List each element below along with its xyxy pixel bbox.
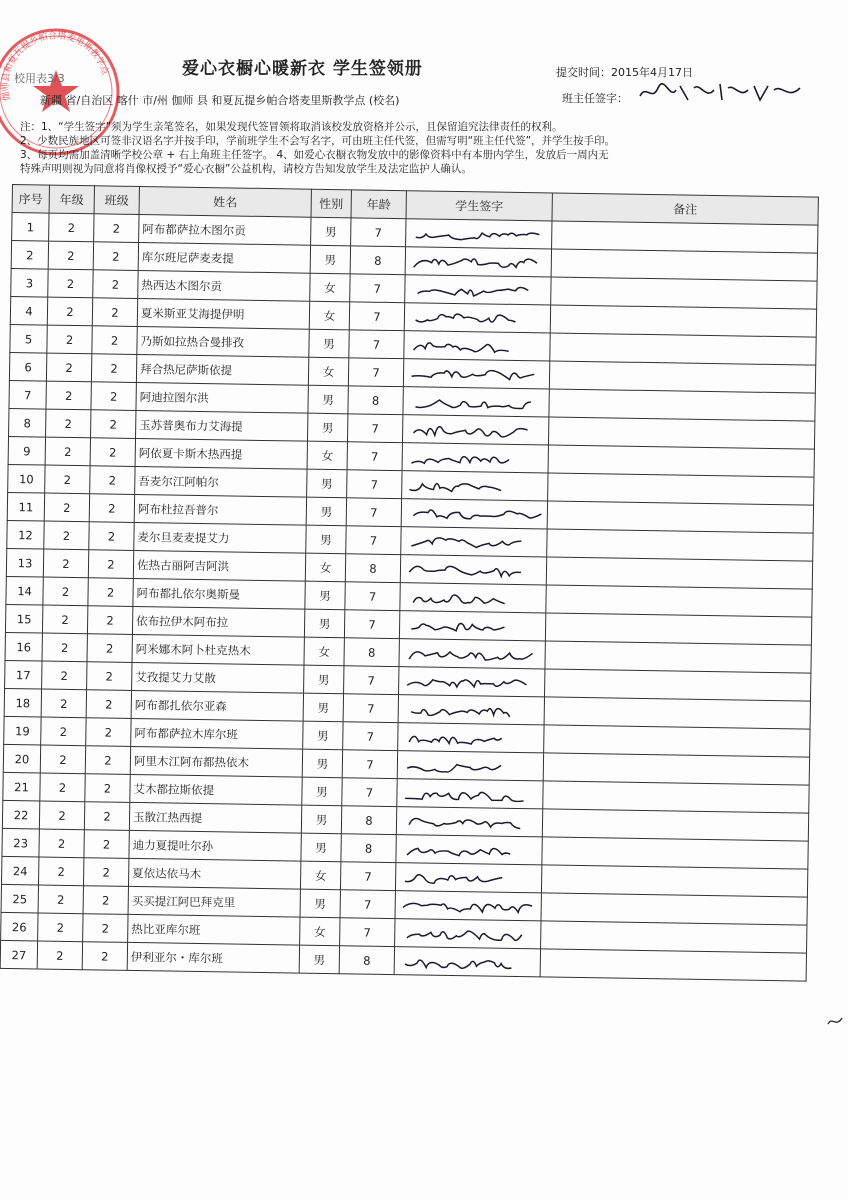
row-name: 热比亚库尔班 [128, 914, 300, 945]
row-sex: 男 [303, 721, 343, 750]
submit-time-label: 提交时间： [556, 66, 611, 79]
row-age: 8 [348, 386, 403, 415]
row-remarks [551, 277, 817, 309]
handwritten-signature [402, 697, 540, 723]
row-age: 7 [342, 750, 397, 779]
row-age: 7 [347, 442, 402, 471]
row-no: 22 [2, 800, 39, 829]
row-student-signature [401, 499, 547, 529]
row-grade: 2 [42, 661, 87, 690]
handwritten-signature [399, 837, 537, 863]
row-age: 7 [343, 722, 398, 751]
handwritten-signature [406, 417, 544, 443]
row-student-signature [395, 863, 541, 893]
student-roster-table [0, 184, 819, 982]
row-age: 7 [342, 778, 397, 807]
row-name: 艾孜提艾力艾散 [132, 662, 304, 693]
row-grade: 2 [41, 689, 86, 718]
row-name: 阿布都萨拉木库尔班 [131, 718, 303, 749]
row-sex: 男 [307, 469, 347, 498]
row-sex: 女 [300, 917, 340, 946]
handwritten-signature [400, 809, 538, 835]
row-remarks [541, 865, 807, 897]
row-grade: 2 [39, 829, 84, 858]
row-class: 2 [84, 802, 129, 831]
row-grade: 2 [47, 325, 92, 354]
row-class: 2 [91, 382, 136, 411]
row-remarks [548, 445, 814, 477]
row-name: 阿依夏卡斯木热西提 [135, 438, 307, 469]
handwritten-signature [405, 501, 543, 527]
row-age: 7 [349, 302, 404, 331]
row-no: 11 [7, 492, 44, 521]
row-no: 19 [4, 716, 41, 745]
row-student-signature [402, 443, 548, 473]
row-remarks [540, 949, 806, 981]
row-name: 阿布都扎依尔奥斯曼 [133, 578, 305, 609]
row-no: 20 [3, 744, 40, 773]
row-class: 2 [91, 354, 136, 383]
row-sex: 男 [307, 413, 347, 442]
row-remarks [542, 837, 808, 869]
row-student-signature [396, 807, 542, 837]
row-no: 23 [2, 828, 39, 857]
row-name: 阿里木江阿布都热依木 [130, 746, 302, 777]
submit-date: 2015年4月17日 [611, 66, 693, 79]
row-sex: 男 [309, 329, 349, 358]
row-name: 佐热古丽阿吉阿洪 [133, 550, 305, 581]
row-no: 8 [9, 408, 46, 437]
row-age: 7 [346, 498, 401, 527]
row-student-signature [395, 919, 541, 949]
row-student-signature [400, 555, 546, 585]
row-grade: 2 [47, 297, 92, 326]
row-class: 2 [89, 494, 134, 523]
row-class: 2 [82, 942, 127, 971]
row-age: 7 [347, 414, 402, 443]
row-remarks [546, 585, 812, 617]
row-grade: 2 [45, 437, 90, 466]
row-class: 2 [93, 242, 138, 271]
row-age: 7 [340, 890, 395, 919]
row-no: 7 [9, 380, 46, 409]
row-no: 15 [5, 604, 42, 633]
row-name: 阿布杜拉吾普尔 [134, 494, 306, 525]
row-sex: 女 [304, 637, 344, 666]
teacher-handwritten-signature [636, 78, 806, 106]
header-signature: 学生签字 [406, 191, 552, 221]
row-class: 2 [87, 606, 132, 635]
margin-mark [826, 1012, 844, 1030]
row-student-signature [399, 667, 545, 697]
row-student-signature [404, 303, 550, 333]
row-remarks [542, 809, 808, 841]
row-no: 27 [0, 940, 37, 969]
row-remarks [551, 249, 817, 281]
row-no: 4 [10, 296, 47, 325]
row-student-signature [398, 695, 544, 725]
handwritten-signature [403, 585, 541, 611]
row-no: 14 [6, 576, 43, 605]
handwritten-signature [400, 781, 538, 807]
row-no: 17 [5, 660, 42, 689]
handwritten-signature [405, 473, 543, 499]
row-sex: 女 [309, 301, 349, 330]
row-student-signature [399, 639, 545, 669]
row-class: 2 [91, 410, 136, 439]
row-grade: 2 [45, 465, 90, 494]
row-name: 乃斯如拉热合曼排孜 [137, 326, 309, 357]
row-student-signature [400, 583, 546, 613]
stamp-text: 伽师县和夏瓦提乡帕合塔麦里斯教学点 [0, 31, 110, 102]
row-grade: 2 [40, 773, 85, 802]
row-sex: 男 [304, 665, 344, 694]
handwritten-signature [402, 641, 540, 667]
row-age: 8 [341, 834, 396, 863]
row-name: 依布拉伊木阿布拉 [132, 606, 304, 637]
row-name: 玉苏普奥布力艾海提 [136, 410, 308, 441]
row-class: 2 [93, 270, 138, 299]
row-grade: 2 [44, 493, 89, 522]
teacher-signature-label: 班主任签字： [562, 92, 628, 105]
row-sex: 女 [308, 357, 348, 386]
row-sex: 男 [301, 833, 341, 862]
row-class: 2 [83, 914, 128, 943]
row-class: 2 [89, 522, 134, 551]
row-student-signature [403, 387, 549, 417]
row-remarks [549, 361, 815, 393]
row-student-signature [395, 891, 541, 921]
row-age: 8 [345, 554, 400, 583]
row-sex: 男 [311, 217, 351, 246]
handwritten-signature [404, 529, 542, 555]
row-remarks [549, 389, 815, 421]
row-remarks [548, 473, 814, 505]
handwritten-signature [408, 277, 546, 303]
row-no: 21 [3, 772, 40, 801]
handwritten-signature [404, 557, 542, 583]
row-student-signature [397, 779, 543, 809]
row-sex: 女 [310, 273, 350, 302]
row-student-signature [405, 247, 551, 277]
handwritten-signature [409, 249, 547, 275]
handwritten-signature [399, 893, 537, 919]
row-age: 7 [344, 610, 399, 639]
row-class: 2 [87, 662, 132, 691]
row-sex: 男 [302, 777, 342, 806]
row-name: 买买提江阿巴拜克里 [128, 886, 300, 917]
row-no: 1 [12, 213, 49, 242]
handwritten-signature [398, 949, 536, 975]
row-remarks [543, 781, 809, 813]
handwritten-signature [406, 389, 544, 415]
row-sex: 男 [303, 693, 343, 722]
row-grade: 2 [39, 801, 84, 830]
row-class: 2 [88, 578, 133, 607]
row-class: 2 [92, 298, 137, 327]
row-class: 2 [88, 550, 133, 579]
handwritten-signature [408, 305, 546, 331]
row-name: 库尔班尼萨麦麦提 [138, 242, 310, 273]
row-sex: 男 [306, 525, 346, 554]
row-class: 2 [86, 690, 131, 719]
row-grade: 2 [38, 885, 83, 914]
handwritten-signature [406, 445, 544, 471]
row-no: 6 [9, 352, 46, 381]
row-no: 25 [1, 884, 38, 913]
row-student-signature [404, 331, 550, 361]
row-name: 阿布都扎依尔亚森 [131, 690, 303, 721]
row-sex: 男 [300, 889, 340, 918]
row-sex: 男 [310, 245, 350, 274]
row-grade: 2 [46, 409, 91, 438]
row-grade: 2 [40, 745, 85, 774]
row-remarks [541, 921, 807, 953]
note-line: 特殊声明则视为同意将肖像权授予“爱心衣橱”公益机构，请校方告知发放学生及法定监护人确认。 [20, 163, 472, 175]
note-line: 注：1、“学生签字”须为学生亲笔签名，如果发现代签冒领将取消该校发放资格并公示，且保留追究法律责任的权利。 [20, 121, 563, 133]
row-grade: 2 [37, 941, 82, 970]
row-age: 7 [351, 218, 406, 247]
school-address: 新疆 省/自治区 喀什 市/州 伽师 县 和夏瓦提乡帕合塔麦里斯教学点 (校名) [40, 94, 400, 107]
row-class: 2 [83, 858, 128, 887]
row-name: 拜合热尼萨斯依提 [136, 354, 308, 385]
row-no: 16 [5, 632, 42, 661]
row-remarks [552, 221, 818, 253]
note-line: 2、少数民族地区可签非汉语名字并按手印，学前班学生不会写名字，可由班主任代签，但需写明“班主任代签”，并学生按手印。 [20, 135, 616, 147]
row-class: 2 [90, 438, 135, 467]
row-class: 2 [86, 718, 131, 747]
header-sex: 性别 [311, 189, 351, 218]
row-remarks [544, 697, 810, 729]
row-remarks [548, 417, 814, 449]
row-student-signature [406, 219, 552, 249]
row-student-signature [397, 751, 543, 781]
row-grade: 2 [46, 353, 91, 382]
row-student-signature [402, 415, 548, 445]
row-grade: 2 [41, 717, 86, 746]
row-name: 热西达木图尔贡 [138, 270, 310, 301]
row-age: 8 [339, 946, 394, 975]
row-student-signature [398, 723, 544, 753]
row-no: 24 [1, 856, 38, 885]
row-sex: 男 [306, 497, 346, 526]
row-age: 7 [340, 862, 395, 891]
header-grade: 年级 [49, 185, 94, 214]
handwritten-signature [399, 865, 537, 891]
row-age: 7 [345, 582, 400, 611]
row-remarks [543, 753, 809, 785]
row-no: 10 [8, 464, 45, 493]
row-class: 2 [85, 746, 130, 775]
row-name: 吾麦尔江阿帕尔 [135, 466, 307, 497]
row-sex: 男 [308, 385, 348, 414]
row-age: 8 [341, 806, 396, 835]
header-remarks: 备注 [552, 193, 818, 225]
table-body [0, 213, 818, 982]
handwritten-signature [401, 725, 539, 751]
row-grade: 2 [43, 577, 88, 606]
row-age: 7 [348, 358, 403, 387]
row-student-signature [403, 359, 549, 389]
row-sex: 男 [299, 945, 339, 974]
row-sex: 女 [305, 553, 345, 582]
row-remarks [546, 557, 812, 589]
row-no: 5 [10, 324, 47, 353]
row-student-signature [396, 835, 542, 865]
row-student-signature [405, 275, 551, 305]
row-grade: 2 [44, 521, 89, 550]
row-remarks [550, 305, 816, 337]
row-student-signature [401, 527, 547, 557]
row-remarks [547, 529, 813, 561]
row-no: 2 [11, 241, 48, 270]
row-age: 8 [344, 638, 399, 667]
handwritten-signature [401, 753, 539, 779]
handwritten-signature [403, 613, 541, 639]
row-age: 7 [346, 526, 401, 555]
row-name: 玉散江热西提 [129, 802, 301, 833]
row-name: 阿米娜木阿卜杜克热木 [132, 634, 304, 665]
row-grade: 2 [38, 857, 83, 886]
row-sex: 男 [304, 609, 344, 638]
row-class: 2 [87, 634, 132, 663]
header-no: 序号 [12, 185, 49, 214]
row-name: 阿布都萨拉木图尔贡 [139, 214, 311, 245]
row-remarks [545, 641, 811, 673]
row-age: 7 [344, 666, 399, 695]
row-remarks [541, 893, 807, 925]
row-class: 2 [94, 214, 139, 243]
row-class: 2 [85, 774, 130, 803]
row-grade: 2 [43, 549, 88, 578]
row-age: 7 [347, 470, 402, 499]
page-title: 爱心衣橱心暖新衣 学生签领册 [182, 59, 423, 79]
row-grade: 2 [48, 269, 93, 298]
row-no: 12 [7, 520, 44, 549]
row-grade: 2 [38, 913, 83, 942]
row-grade: 2 [42, 605, 87, 634]
handwritten-signature [407, 333, 545, 359]
row-sex: 男 [301, 805, 341, 834]
row-class: 2 [92, 326, 137, 355]
row-no: 18 [4, 688, 41, 717]
row-age: 7 [340, 918, 395, 947]
row-name: 艾木都拉斯依提 [130, 774, 302, 805]
row-name: 阿迪拉图尔洪 [136, 382, 308, 413]
row-name: 夏依达依马木 [128, 858, 300, 889]
row-grade: 2 [42, 633, 87, 662]
row-age: 8 [350, 246, 405, 275]
row-remarks [544, 725, 810, 757]
header-age: 年龄 [351, 190, 406, 219]
row-sex: 女 [307, 441, 347, 470]
row-class: 2 [83, 886, 128, 915]
row-grade: 2 [49, 213, 94, 242]
row-remarks [547, 501, 813, 533]
row-no: 26 [1, 912, 38, 941]
row-grade: 2 [46, 381, 91, 410]
row-remarks [545, 669, 811, 701]
row-sex: 男 [302, 749, 342, 778]
row-no: 13 [6, 548, 43, 577]
row-sex: 女 [300, 861, 340, 890]
header-name: 姓名 [139, 187, 311, 218]
handwritten-signature [409, 221, 547, 247]
row-age: 7 [350, 274, 405, 303]
row-student-signature [399, 611, 545, 641]
row-age: 7 [349, 330, 404, 359]
row-sex: 男 [305, 581, 345, 610]
row-age: 7 [343, 694, 398, 723]
row-class: 2 [84, 830, 129, 859]
handwritten-signature [398, 921, 536, 947]
row-remarks [550, 333, 816, 365]
row-remarks [545, 613, 811, 645]
handwritten-signature [402, 669, 540, 695]
row-name: 迪力夏提吐尔孙 [129, 830, 301, 861]
notes-block [20, 120, 810, 176]
row-student-signature [402, 471, 548, 501]
row-name: 麦尔旦麦麦提艾力 [134, 522, 306, 553]
note-line: 3、每页均需加盖清晰学校公章 + 右上角班主任签字。 4、如爱心衣橱衣物发放中的影像资料中有本册内学生，发放后一周内无 [20, 149, 609, 161]
row-class: 2 [90, 466, 135, 495]
row-grade: 2 [48, 241, 93, 270]
form-code: 校用表3/3 [14, 72, 65, 85]
row-student-signature [394, 947, 540, 977]
row-name: 伊利亚尔・库尔班 [127, 942, 299, 973]
row-no: 9 [8, 436, 45, 465]
handwritten-signature [407, 361, 545, 387]
row-no: 3 [11, 268, 48, 297]
row-name: 夏米斯亚艾海提伊明 [137, 298, 309, 329]
header-class: 班级 [94, 186, 139, 215]
